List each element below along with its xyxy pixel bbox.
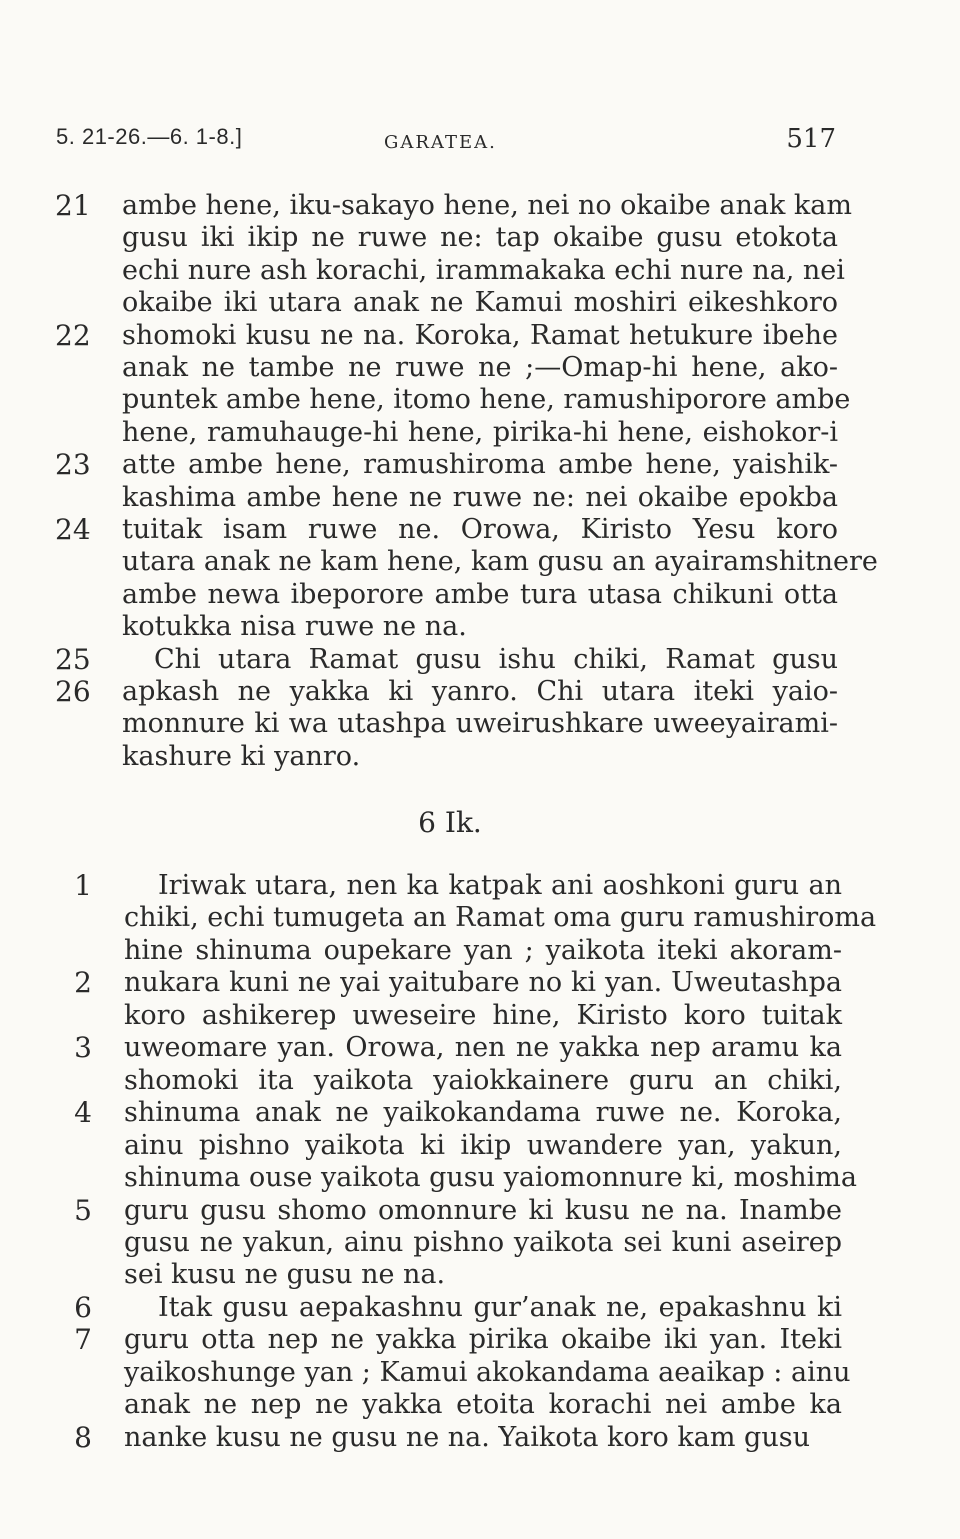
text-line	[0, 384, 960, 416]
verse-text: tuitak isam ruwe ne. Orowa, Kiristo Yesu koro	[122, 514, 838, 545]
verse-text: ambe hene, iku-sakayo hene, nei no okaibe anak kam	[122, 190, 852, 221]
text-line	[0, 482, 960, 514]
text-line	[0, 1097, 960, 1129]
text-line	[0, 546, 960, 578]
verse-text: koro ashikerep uweseire hine, Kiristo koro tuitak	[124, 999, 842, 1031]
verse-text: gusu iki ikip ne ruwe ne: tap okaibe gusu etokota	[122, 222, 838, 254]
verse-number: 8	[74, 1420, 92, 1454]
text-line	[0, 320, 960, 352]
text-line	[0, 1227, 960, 1259]
text-line	[0, 222, 960, 254]
text-line	[0, 1422, 960, 1454]
text-line	[0, 967, 960, 999]
text-line	[0, 514, 960, 546]
verse-text: nanke kusu ne gusu ne na. Yaikota koro kam gusu	[124, 1421, 810, 1453]
text-line	[0, 935, 960, 967]
text-line	[0, 1389, 960, 1421]
verse-text: Iriwak utara, nen ka katpak ani aoshkoni guru an	[158, 870, 842, 901]
verse-text: hine shinuma oupekare yan ; yaikota iteki akoram-	[124, 934, 842, 966]
verse-text: guru otta nep ne yakka pirika okaibe iki yan. Iteki	[124, 1324, 842, 1356]
verse-number: 3	[74, 1031, 92, 1065]
text-line	[0, 1000, 960, 1032]
verse-number: 5	[74, 1193, 92, 1227]
verse-text: anak ne nep ne yakka etoita korachi nei ambe ka	[124, 1389, 842, 1421]
verse-text: uweomare yan. Orowa, nen ne yakka nep aramu ka	[124, 1032, 842, 1064]
text-line	[0, 579, 960, 611]
verse-text: shomoki kusu ne na. Koroka, Ramat hetukure ibehe	[122, 319, 838, 351]
text-line	[0, 1324, 960, 1356]
verse-text: yaikoshunge yan ; Kamui akokandama aeaikap : ainu	[124, 1356, 851, 1388]
verse-number: 21	[55, 189, 91, 222]
text-line	[0, 1130, 960, 1162]
verse-text: kashima ambe hene ne ruwe ne: nei okaibe epokba	[122, 481, 838, 513]
text-line	[0, 1259, 960, 1291]
text-line	[0, 870, 960, 902]
text-line	[0, 1195, 960, 1227]
verse-text: shinuma ouse yaikota gusu yaiomonnure ki, moshima	[124, 1162, 857, 1194]
text-line	[0, 1162, 960, 1194]
text-line	[0, 902, 960, 934]
verse-text: guru gusu shomo omonnure ki kusu ne na. Inambe	[124, 1194, 842, 1226]
verse-text: monnure ki wa utashpa uweirushkare uweeyairami-	[122, 708, 838, 740]
text-line	[0, 449, 960, 481]
text-line	[0, 1032, 960, 1064]
running-header	[56, 124, 836, 160]
verse-text: kotukka nisa ruwe ne na.	[122, 611, 467, 643]
verse-number: 25	[55, 642, 91, 676]
verse-text: shomoki ita yaikota yaiokkainere guru an chiki,	[124, 1064, 842, 1096]
verse-text: puntek ambe hene, itomo hene, ramushiporore ambe	[122, 384, 851, 416]
verse-text: kashure ki yanro.	[122, 740, 361, 772]
verse-text: Itak gusu aepakashnu gur’anak ne, epakashnu ki	[158, 1291, 842, 1323]
text-line	[0, 255, 960, 287]
verse-text: gusu ne yakun, ainu pishno yaikota sei kuni aseirep	[124, 1226, 842, 1258]
verse-text: Chi utara Ramat gusu ishu chiki, Ramat gusu	[154, 643, 838, 675]
text-line	[0, 741, 960, 773]
text-line	[0, 1357, 960, 1389]
text-line	[0, 708, 960, 740]
verse-number: 4	[74, 1096, 92, 1130]
verse-text: ambe newa ibeporore ambe tura utasa chikuni otta	[122, 578, 838, 610]
chapter-verse-reference: 5. 21-26.—6. 1-8.]	[56, 124, 243, 149]
verse-text: okaibe iki utara anak ne Kamui moshiri eikeshkoro	[122, 287, 838, 319]
verse-text: anak ne tambe ne ruwe ne ;—Omap-hi hene, ako-	[122, 352, 838, 383]
verse-text: hene, ramuhauge-hi hene, pirika-hi hene, eishokor-i	[122, 416, 838, 448]
verse-text: nukara kuni ne yai yaitubare no ki yan. Uweutashpa	[124, 967, 842, 999]
page-number: 517	[786, 124, 836, 154]
text-line	[0, 287, 960, 319]
verse-number: 7	[74, 1323, 92, 1357]
chapter-heading: 6 Ik.	[418, 806, 482, 839]
text-line	[0, 644, 960, 676]
verse-number: 26	[55, 675, 91, 708]
verse-text: chiki, echi tumugeta an Ramat oma guru ramushiroma	[124, 902, 877, 934]
verse-number: 24	[55, 513, 91, 546]
verse-text: utara anak ne kam hene, kam gusu an ayairamshitnere	[122, 546, 878, 578]
book-title: GARATEA.	[384, 132, 497, 153]
verse-number: 22	[55, 318, 91, 352]
text-line	[0, 1065, 960, 1097]
text-line	[0, 1292, 960, 1324]
verse-text: apkash ne yakka ki yanro. Chi utara iteki yaio-	[122, 676, 838, 707]
text-line	[0, 611, 960, 643]
verse-number: 23	[55, 448, 91, 482]
text-line	[0, 190, 960, 222]
text-line	[0, 417, 960, 449]
verse-text: shinuma anak ne yaikokandama ruwe ne. Koroka,	[124, 1097, 842, 1129]
verse-number: 2	[74, 966, 92, 1000]
text-line	[0, 352, 960, 384]
text-line	[0, 676, 960, 708]
verse-text: echi nure ash korachi, irammakaka echi nure na, nei	[122, 254, 845, 286]
verse-text: sei kusu ne gusu ne na.	[124, 1259, 446, 1291]
verse-text: atte ambe hene, ramushiroma ambe hene, yaishik-	[122, 449, 838, 481]
verse-number: 1	[74, 869, 92, 902]
verse-text: ainu pishno yaikota ki ikip uwandere yan, yakun,	[124, 1129, 842, 1161]
verse-number: 6	[74, 1290, 92, 1324]
